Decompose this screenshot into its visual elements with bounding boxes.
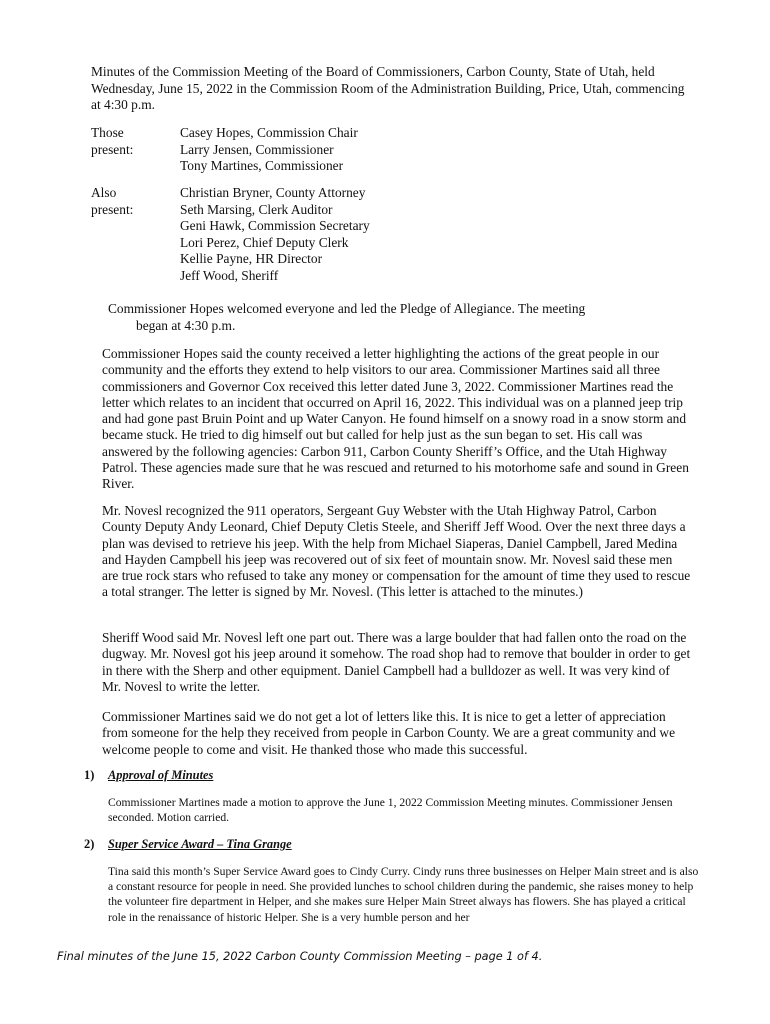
- attendee: Seth Marsing, Clerk Auditor: [180, 201, 333, 217]
- meeting-intro: Minutes of the Commission Meeting of the Board of Commissioners, Carbon County, State of Utah, held Wednesday, June 15, 2022 in the Commission Room of the Administration Building, Price, Utah, commencing at 4:30 p.m.: [91, 64, 685, 112]
- agenda-item-number: 2): [84, 837, 95, 851]
- also-present-list: [180, 185, 500, 284]
- pledge-paragraph: [108, 301, 628, 334]
- body-paragraph: Mr. Novesl recognized the 911 operators, Sergeant Guy Webster with the Utah Highway Patrol, Carbon County Deputy Andy Leonard, Chief Deputy Cletis Steele, and Sheriff Jeff Wood. Over the next three days a plan was devised to retrieve his jeep. With the help from Michael Siaperas, Daniel Campbell, Jared Medina and Hayden Campbell his jeep was recovered out of six feet of mountain snow. Mr. Novesl said these men are true rock stars who refused to take any money or compensation for the amount of time they used to rescue a total stranger. The letter is signed by Mr. Novesl. (This letter is attached to the minutes.): [102, 503, 691, 600]
- attendee: Tony Martines, Commissioner: [180, 158, 344, 173]
- attendee: Lori Perez, Chief Deputy Clerk: [180, 234, 349, 250]
- also-present-label: Also present:: [91, 185, 134, 217]
- pledge-line: Commissioner Hopes welcomed everyone and led the Pledge of Allegiance. The meeting: [108, 301, 586, 316]
- attendee: Geni Hawk, Commission Secretary: [180, 218, 370, 233]
- attendee: Larry Jensen, Commissioner: [180, 141, 334, 157]
- attendee: Jeff Wood, Sheriff: [180, 267, 279, 283]
- those-present-list: [180, 125, 500, 175]
- those-present-label: Those present:: [91, 125, 134, 157]
- attendee: Kellie Payne, HR Director: [180, 251, 323, 266]
- page-footer: Final minutes of the June 15, 2022 Carbon County Commission Meeting – page 1 of 4.: [57, 950, 543, 963]
- pledge-line: began at 4:30 p.m.: [136, 317, 236, 333]
- body-paragraph: Commissioner Hopes said the county received a letter highlighting the actions of the great people in our community and the efforts they extend to help visitors to our area. Commissioner Martines said all three commissioners and Governor Cox received this letter dated June 3, 2022. Commissioner Martines read the letter which relates to an incident that occurred on April 16, 2022. This individual was on a planned jeep trip and had gone past Bruin Point and up Water Canyon. He found himself on a snowy road in a snow storm and became stuck. He tried to dig himself out but called for help just as the sun began to set. His call was answered by the following agencies: Carbon 911, Carbon County Sheriff’s Office, and the Utah Highway Patrol. These agencies made sure that he was rescued and returned to his motorhome safe and sound in Green River.: [102, 346, 689, 492]
- body-paragraph: Sheriff Wood said Mr. Novesl left one part out. There was a large boulder that had fallen onto the road on the dugway. Mr. Novesl got his jeep around it somehow. The road shop had to remove that boulder in order to get in there with the Sherp and other equipment. Daniel Campbell had a bulldozer as well. It was very kind of Mr. Novesl to write the letter.: [102, 630, 691, 694]
- agenda-item-title: Approval of Minutes: [108, 768, 214, 782]
- agenda-item-body: Commissioner Martines made a motion to approve the June 1, 2022 Commission Meeting minutes. Commissioner Jensen seconded. Motion carried.: [108, 796, 673, 825]
- body-paragraph: Commissioner Martines said we do not get a lot of letters like this. It is nice to get a letter of appreciation from someone for the help they received from people in Carbon County. We are a great community and we welcome people to come and visit. He thanked those who made this successful.: [102, 709, 676, 757]
- attendee: Casey Hopes, Commission Chair: [180, 125, 358, 140]
- agenda-item-body: Tina said this month’s Super Service Award goes to Cindy Curry. Cindy runs three businesses on Helper Main street and is also a constant resource for people in need. She provided lunches to school children during the pandemic, she raises money to help the volunteer fire department in Helper, and she makes sure Helper Main Street always has flowers. She has played a critical role in the renaissance of historic Helper. She is a very humble person and her: [108, 865, 699, 924]
- agenda-item-number: 1): [84, 768, 95, 782]
- attendee: Christian Bryner, County Attorney: [180, 185, 366, 200]
- agenda-item-title: Super Service Award – Tina Grange: [108, 837, 292, 851]
